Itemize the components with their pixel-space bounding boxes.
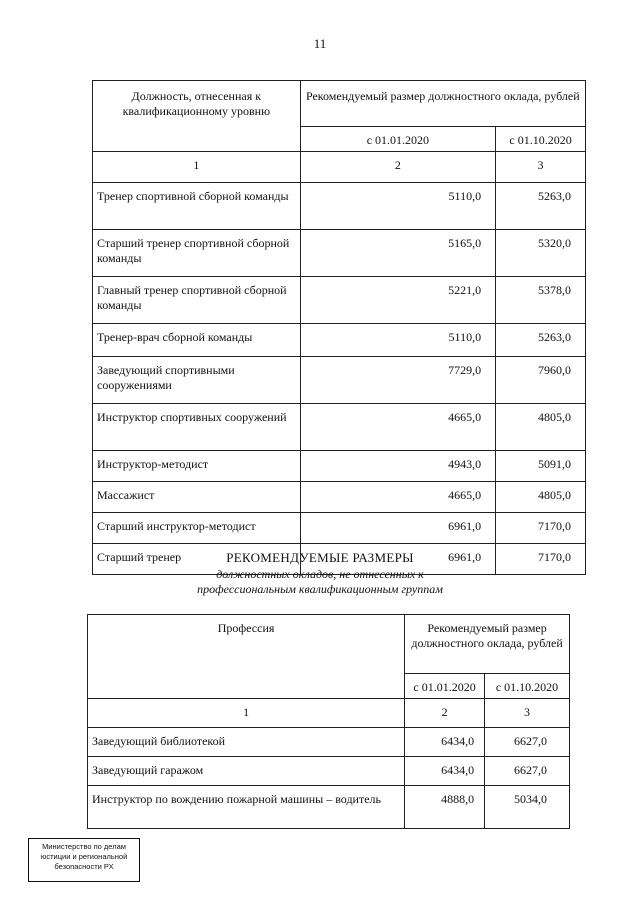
salary-table-professions	[87, 614, 570, 829]
salary-value-1: 4943,0	[300, 451, 495, 482]
position-name: Тренер-врач сборной команды	[93, 324, 301, 357]
section-subtitle-line-1: должностных окладов, не отнесенных к	[216, 567, 424, 581]
salary-value-2: 5320,0	[496, 230, 586, 277]
salary-value-1: 6961,0	[300, 513, 495, 544]
salary-value-1: 6434,0	[405, 728, 485, 757]
salary-value-2: 7170,0	[496, 513, 586, 544]
salary-value-1: 6434,0	[405, 757, 485, 786]
table-row	[88, 757, 570, 786]
col-num-2: 2	[405, 699, 485, 728]
header-salary: Рекомендуемый размер должностного оклада, рублей	[405, 615, 570, 674]
salary-value-1: 5221,0	[300, 277, 495, 324]
salary-value-1: 5110,0	[300, 324, 495, 357]
salary-value-1: 5165,0	[300, 230, 495, 277]
position-name: Массажист	[93, 482, 301, 513]
table-row	[93, 357, 586, 404]
salary-value-2: 6627,0	[485, 728, 570, 757]
salary-value-2: 7960,0	[496, 357, 586, 404]
header-date-1: с 01.01.2020	[405, 674, 485, 699]
salary-value-1: 6961,0	[300, 544, 495, 575]
salary-value-2: 6627,0	[485, 757, 570, 786]
table-header-row	[93, 81, 586, 127]
salary-value-1: 4665,0	[300, 404, 495, 451]
table-row	[93, 482, 586, 513]
col-num-3: 3	[496, 152, 586, 183]
profession-name: Заведующий гаражом	[88, 757, 405, 786]
header-profession: Профессия	[88, 615, 405, 699]
position-name: Тренер спортивной сборной команды	[93, 183, 301, 230]
salary-value-2: 5378,0	[496, 277, 586, 324]
salary-value-2: 5263,0	[496, 324, 586, 357]
position-name: Инструктор спортивных сооружений	[93, 404, 301, 451]
position-name: Старший тренер	[93, 544, 301, 575]
header-date-2: с 01.10.2020	[485, 674, 570, 699]
salary-value-1: 4888,0	[405, 786, 485, 829]
section-subtitle-line-2: профессиональным квалификационным группам	[197, 582, 443, 596]
header-date-2: с 01.10.2020	[496, 126, 586, 151]
ministry-stamp	[28, 838, 140, 882]
table-header-row	[88, 615, 570, 674]
position-name: Заведующий спортивными сооружениями	[93, 357, 301, 404]
section-title: РЕКОМЕНДУЕМЫЕ РАЗМЕРЫ	[226, 550, 414, 565]
salary-value-1: 4665,0	[300, 482, 495, 513]
salary-value-2: 4805,0	[496, 404, 586, 451]
col-num-1: 1	[88, 699, 405, 728]
page-number: 11	[313, 36, 327, 51]
table-row	[93, 324, 586, 357]
stamp-line-2: юстиции и региональной	[40, 852, 128, 861]
profession-name: Заведующий библиотекой	[88, 728, 405, 757]
col-num-2: 2	[300, 152, 495, 183]
table-row	[93, 404, 586, 451]
salary-value-2: 5263,0	[496, 183, 586, 230]
table-row	[93, 451, 586, 482]
header-position: Должность, отнесенная к квалификационному уровню	[93, 81, 301, 152]
table-row	[93, 230, 586, 277]
table-row	[93, 513, 586, 544]
table-colnum-row	[93, 152, 586, 183]
salary-value-1: 7729,0	[300, 357, 495, 404]
stamp-line-3: безопасности РХ	[54, 862, 114, 871]
col-num-3: 3	[485, 699, 570, 728]
table-row	[93, 277, 586, 324]
table-row	[93, 183, 586, 230]
position-name: Старший тренер спортивной сборной команды	[93, 230, 301, 277]
position-name: Инструктор-методист	[93, 451, 301, 482]
profession-name: Инструктор по вождению пожарной машины – водитель	[88, 786, 405, 829]
table-row	[88, 786, 570, 829]
salary-value-2: 5091,0	[496, 451, 586, 482]
header-date-1: с 01.01.2020	[300, 126, 495, 151]
col-num-1: 1	[93, 152, 301, 183]
stamp-line-1: Министерство по делам	[42, 842, 126, 851]
position-name: Старший инструктор-методист	[93, 513, 301, 544]
table-row	[88, 728, 570, 757]
position-name: Главный тренер спортивной сборной команды	[93, 277, 301, 324]
salary-value-1: 5110,0	[300, 183, 495, 230]
salary-table-positions	[92, 80, 586, 575]
salary-value-2: 5034,0	[485, 786, 570, 829]
salary-value-2: 4805,0	[496, 482, 586, 513]
salary-value-2: 7170,0	[496, 544, 586, 575]
header-salary: Рекомендуемый размер должностного оклада, рублей	[300, 81, 585, 127]
table-colnum-row	[88, 699, 570, 728]
